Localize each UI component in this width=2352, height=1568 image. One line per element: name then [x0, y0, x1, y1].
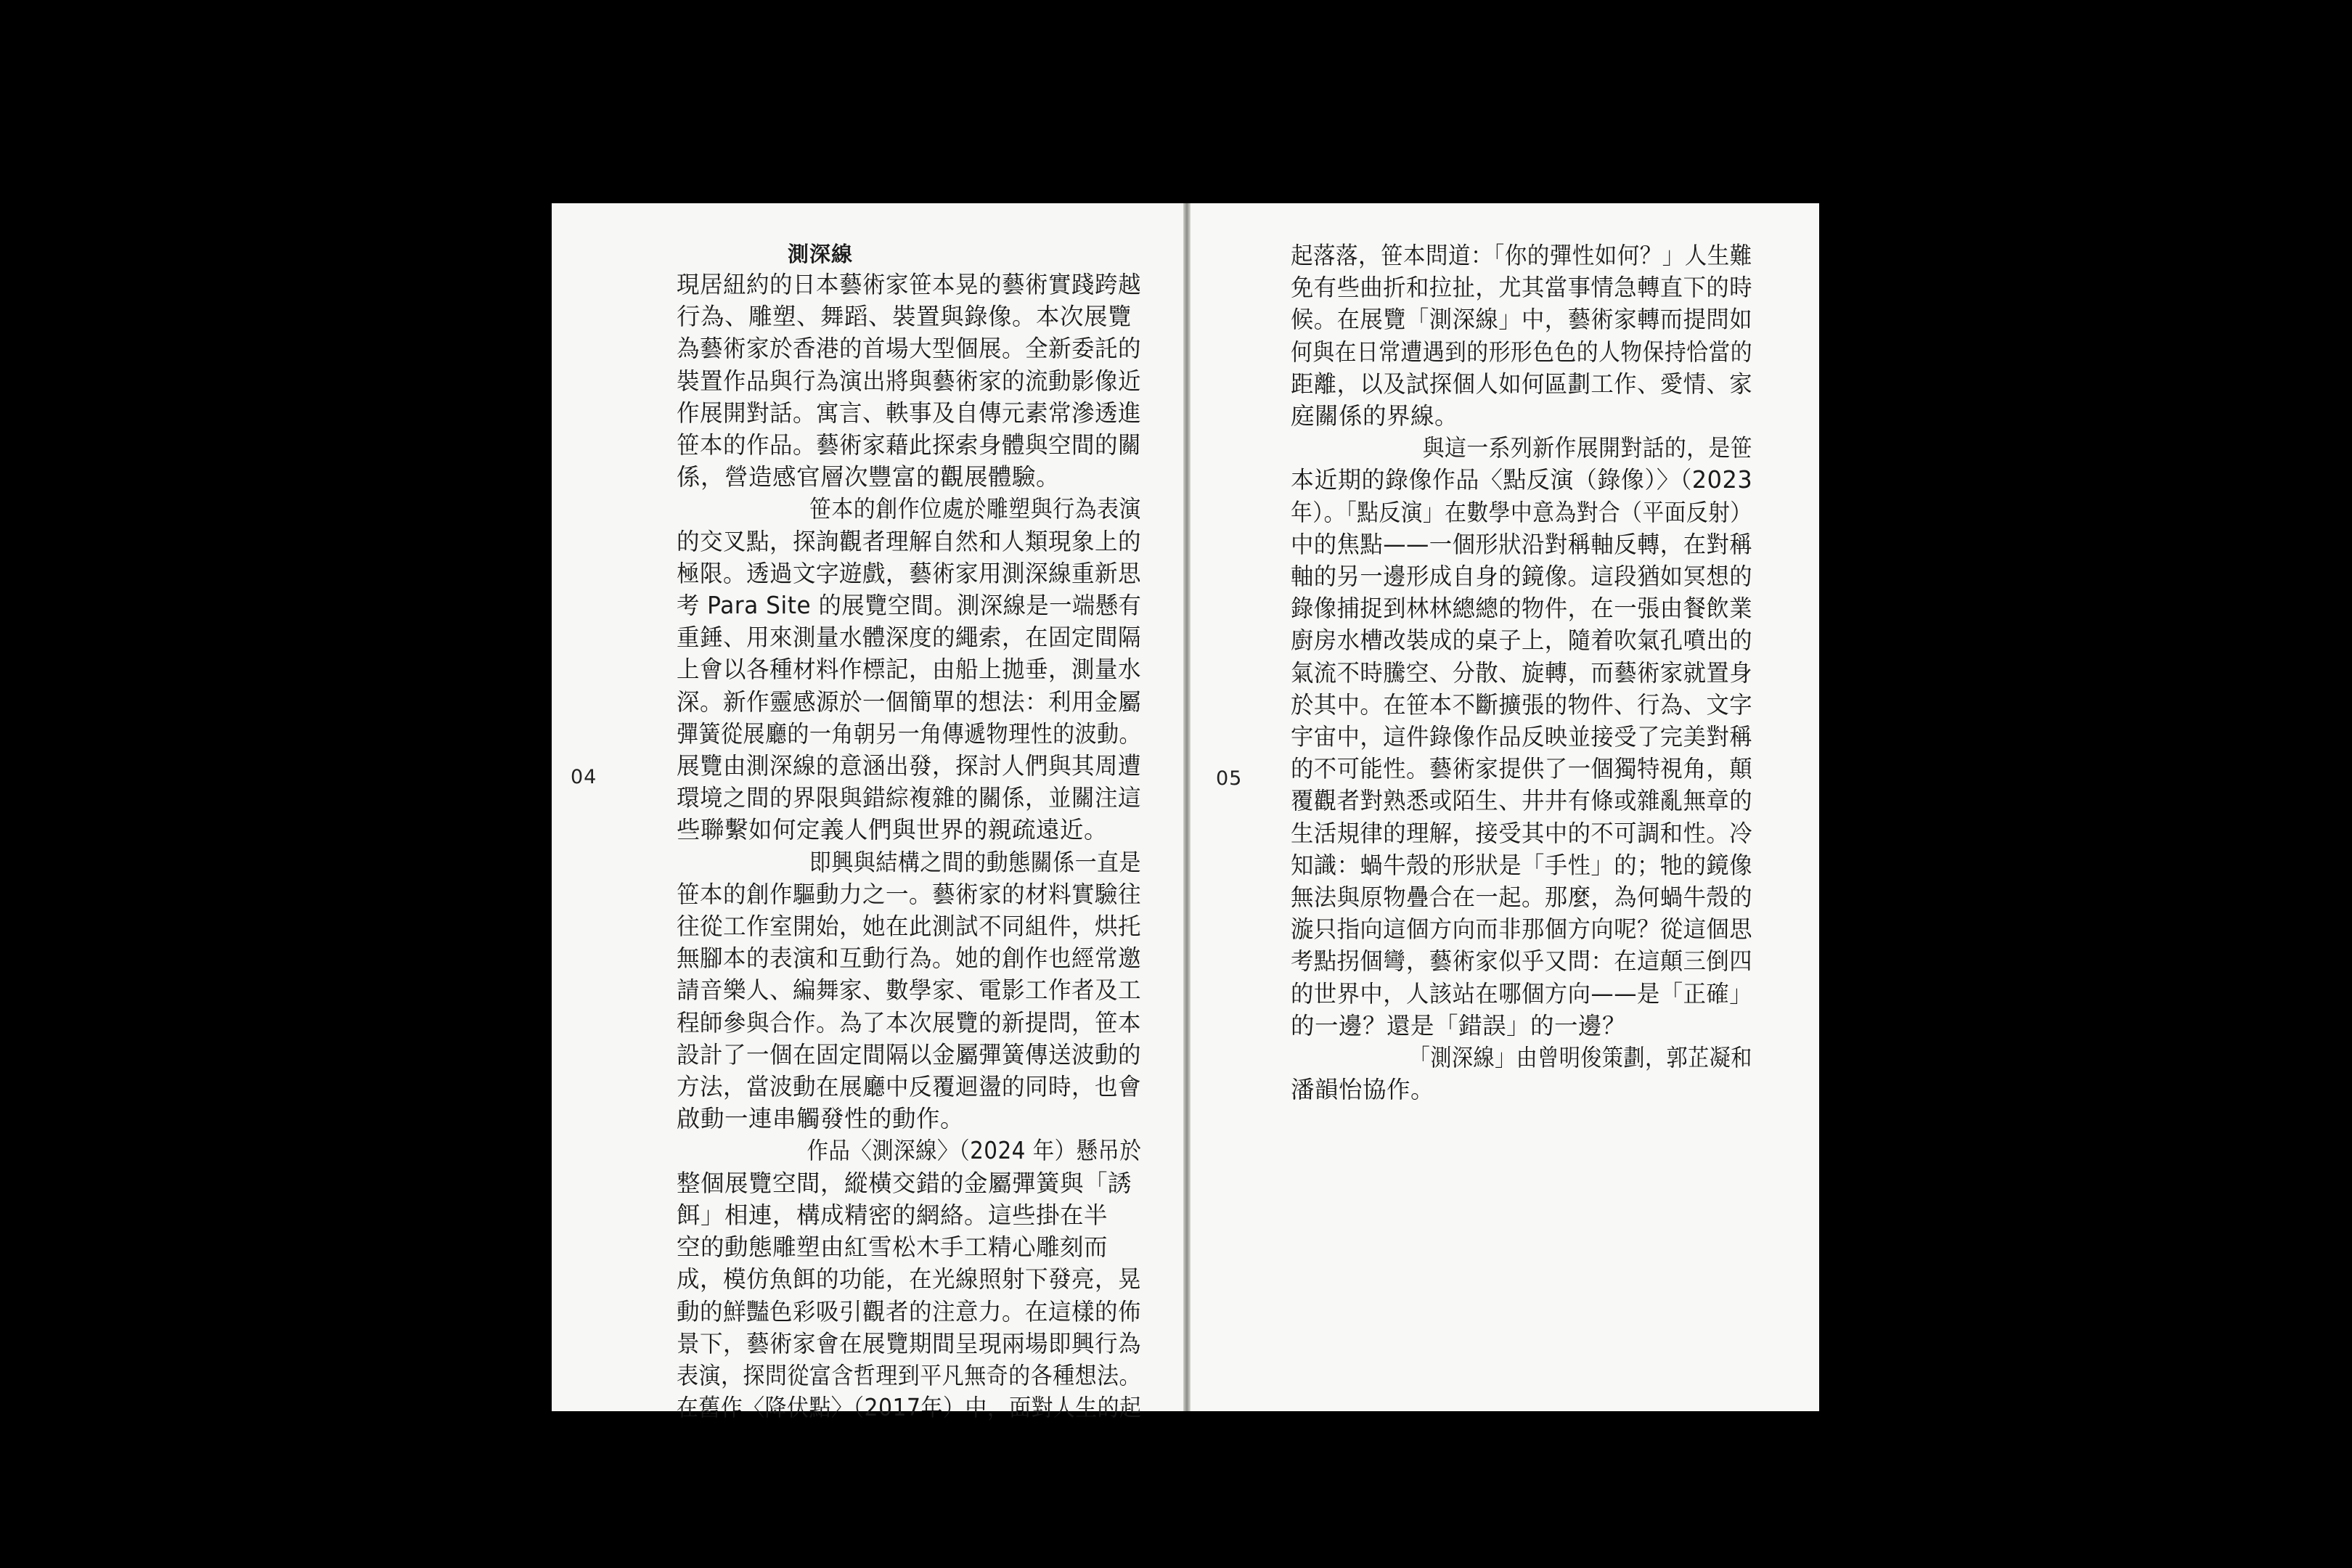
text-line: 年）。「點反演」在數學中意為對合（平面反射） [1291, 498, 1752, 526]
text-line: 的交叉點，探詢觀者理解自然和人類現象上的 [677, 527, 1142, 555]
page-title: 測深線 [788, 242, 854, 266]
text-line: 無腳本的表演和互動行為。她的創作也經常邀 [677, 944, 1142, 973]
text-line: 動的鮮豔色彩吸引觀者的注意力。在這樣的佈 [677, 1297, 1142, 1326]
text-line: 的世界中，人該站在哪個方向——是「正確」 [1291, 979, 1753, 1008]
text-line: 候。在展覽「測深線」中，藝術家轉而提問如 [1291, 306, 1753, 334]
folio-right: 05 [1216, 767, 1243, 790]
text-line: 作展開對話。寓言、軼事及自傳元素常滲透進 [677, 399, 1142, 427]
text-line: 笹本的創作位處於雕塑與行為表演 [677, 495, 1142, 523]
text-line: 的一邊？還是「錯誤」的一邊？ [1291, 1011, 1627, 1040]
text-line: 考 Para Site 的展覽空間。測深線是一端懸有 [677, 592, 1142, 620]
text-line: 裝置作品與行為演出將與藝術家的流動影像近 [677, 367, 1142, 395]
text-line: 本近期的錄像作品〈點反演（錄像）〉（2023 [1291, 466, 1753, 494]
text-line: 為藝術家於香港的首場大型個展。全新委託的 [677, 335, 1142, 363]
text-line: 現居紐約的日本藝術家笹本晃的藝術實踐跨越 [677, 271, 1142, 298]
text-line: 餌」相連，構成精密的網絡。這些掛在半 [677, 1201, 1108, 1229]
text-line: 無法與原物疊合在一起。那麼，為何蝸牛殼的 [1291, 883, 1753, 912]
folio-left: 04 [571, 766, 597, 788]
text-line: 廚房水槽改裝成的桌子上，隨着吹氣孔噴出的 [1291, 626, 1753, 655]
text-line: 空的動態雕塑由紅雪松木手工精心雕刻而 [677, 1233, 1108, 1262]
text-line: 即興與結構之間的動態關係一直是 [677, 848, 1142, 876]
text-line: 免有些曲折和拉扯，尤其當事情急轉直下的時 [1291, 274, 1753, 302]
text-line: 宇宙中，這件錄像作品反映並接受了完美對稱 [1291, 723, 1753, 751]
text-line: 往從工作室開始，她在此測試不同組件，烘托 [677, 912, 1142, 941]
text-line: 漩只指向這個方向而非那個方向呢？從這個思 [1291, 915, 1753, 944]
text-line: 行為、雕塑、舞蹈、裝置與錄像。本次展覽 [677, 303, 1132, 331]
right-body-text [1291, 240, 1752, 1106]
text-line: 作品〈測深線〉（2024 年）懸吊於 [677, 1137, 1142, 1165]
text-line: 與這一系列新作展開對話的，是笹 [1291, 434, 1753, 462]
text-line: 設計了一個在固定間隔以金屬彈簧傳送波動的 [677, 1040, 1142, 1069]
text-line: 方法，當波動在展廳中反覆迴盪的同時，也會 [677, 1073, 1142, 1101]
text-line: 整個展覽空間，縱橫交錯的金屬彈簧與「誘 [677, 1169, 1132, 1197]
text-line: 「測深線」由曾明俊策劃，郭芷凝和 [1291, 1044, 1752, 1072]
text-line: 上會以各種材料作標記，由船上拋垂，測量水 [677, 656, 1142, 684]
text-line: 彈簧從展廳的一角朝另一角傳遞物理性的波動。 [677, 719, 1142, 748]
text-line: 距離，以及試探個人如何區劃工作、愛情、家 [1291, 369, 1753, 398]
text-line: 啟動一連串觸發性的動作。 [677, 1105, 965, 1133]
text-line: 成，模仿魚餌的功能，在光線照射下發亮，晃 [677, 1265, 1142, 1294]
text-line: 景下，藝術家會在展覽期間呈現兩場即興行為 [677, 1329, 1142, 1357]
text-line: 於其中。在笹本不斷擴張的物件、行為、文字 [1291, 690, 1753, 719]
text-line: 係，營造感官層次豐富的觀展體驗。 [677, 463, 1061, 491]
text-line: 覆觀者對熟悉或陌生、井井有條或雜亂無章的 [1291, 787, 1753, 815]
left-body-text [677, 269, 1141, 1424]
text-line: 極限。透過文字遊戲，藝術家用測深線重新思 [677, 559, 1142, 587]
text-line: 潘韻怡協作。 [1291, 1076, 1435, 1104]
text-line: 軸的另一邊形成自身的鏡像。這段猶如冥想的 [1291, 563, 1753, 591]
text-line: 的不可能性。藝術家提供了一個獨特視角，顛 [1291, 755, 1753, 783]
text-line: 知識：蝸牛殼的形狀是「手性」的；牠的鏡像 [1291, 851, 1753, 879]
text-line: 何與在日常遭遇到的形形色色的人物保持恰當的 [1291, 338, 1753, 366]
book-gutter [1183, 203, 1191, 1411]
text-line: 生活規律的理解，接受其中的不可調和性。冷 [1291, 819, 1753, 847]
text-line: 展覽由測深線的意涵出發，探討人們與其周遭 [677, 752, 1142, 780]
text-line: 深。新作靈感源於一個簡單的想法：利用金屬 [677, 687, 1142, 716]
text-line: 在舊作〈降伏點〉（2017年）中，面對人生的起 [677, 1394, 1142, 1422]
text-line: 表演，探問從富含哲理到平凡無奇的各種想法。 [677, 1361, 1142, 1389]
text-line: 錄像捕捉到林林總總的物件，在一張由餐飲業 [1291, 595, 1753, 623]
text-line: 環境之間的界限與錯綜複雜的關係，並關注這 [677, 784, 1142, 812]
text-line: 起落落，笹本問道：「你的彈性如何？」人生難 [1291, 242, 1752, 269]
text-line: 程師參與合作。為了本次展覽的新提問，笹本 [677, 1008, 1142, 1037]
text-line: 中的焦點——一個形狀沿對稱軸反轉，在對稱 [1291, 530, 1753, 558]
text-line: 考點拐個彎，藝術家似乎又問：在這顛三倒四 [1291, 947, 1753, 976]
text-line: 笹本的作品。藝術家藉此探索身體與空間的關 [677, 431, 1142, 460]
text-line: 請音樂人、編舞家、數學家、電影工作者及工 [677, 976, 1142, 1005]
text-line: 氣流不時騰空、分散、旋轉，而藝術家就置身 [1291, 658, 1753, 687]
text-line: 重錘、用來測量水體深度的繩索，在固定間隔 [677, 624, 1142, 652]
text-line: 笹本的創作驅動力之一。藝術家的材料實驗往 [677, 880, 1142, 908]
text-line: 些聯繫如何定義人們與世界的親疏遠近。 [677, 816, 1108, 844]
text-line: 庭關係的界線。 [1291, 402, 1459, 430]
